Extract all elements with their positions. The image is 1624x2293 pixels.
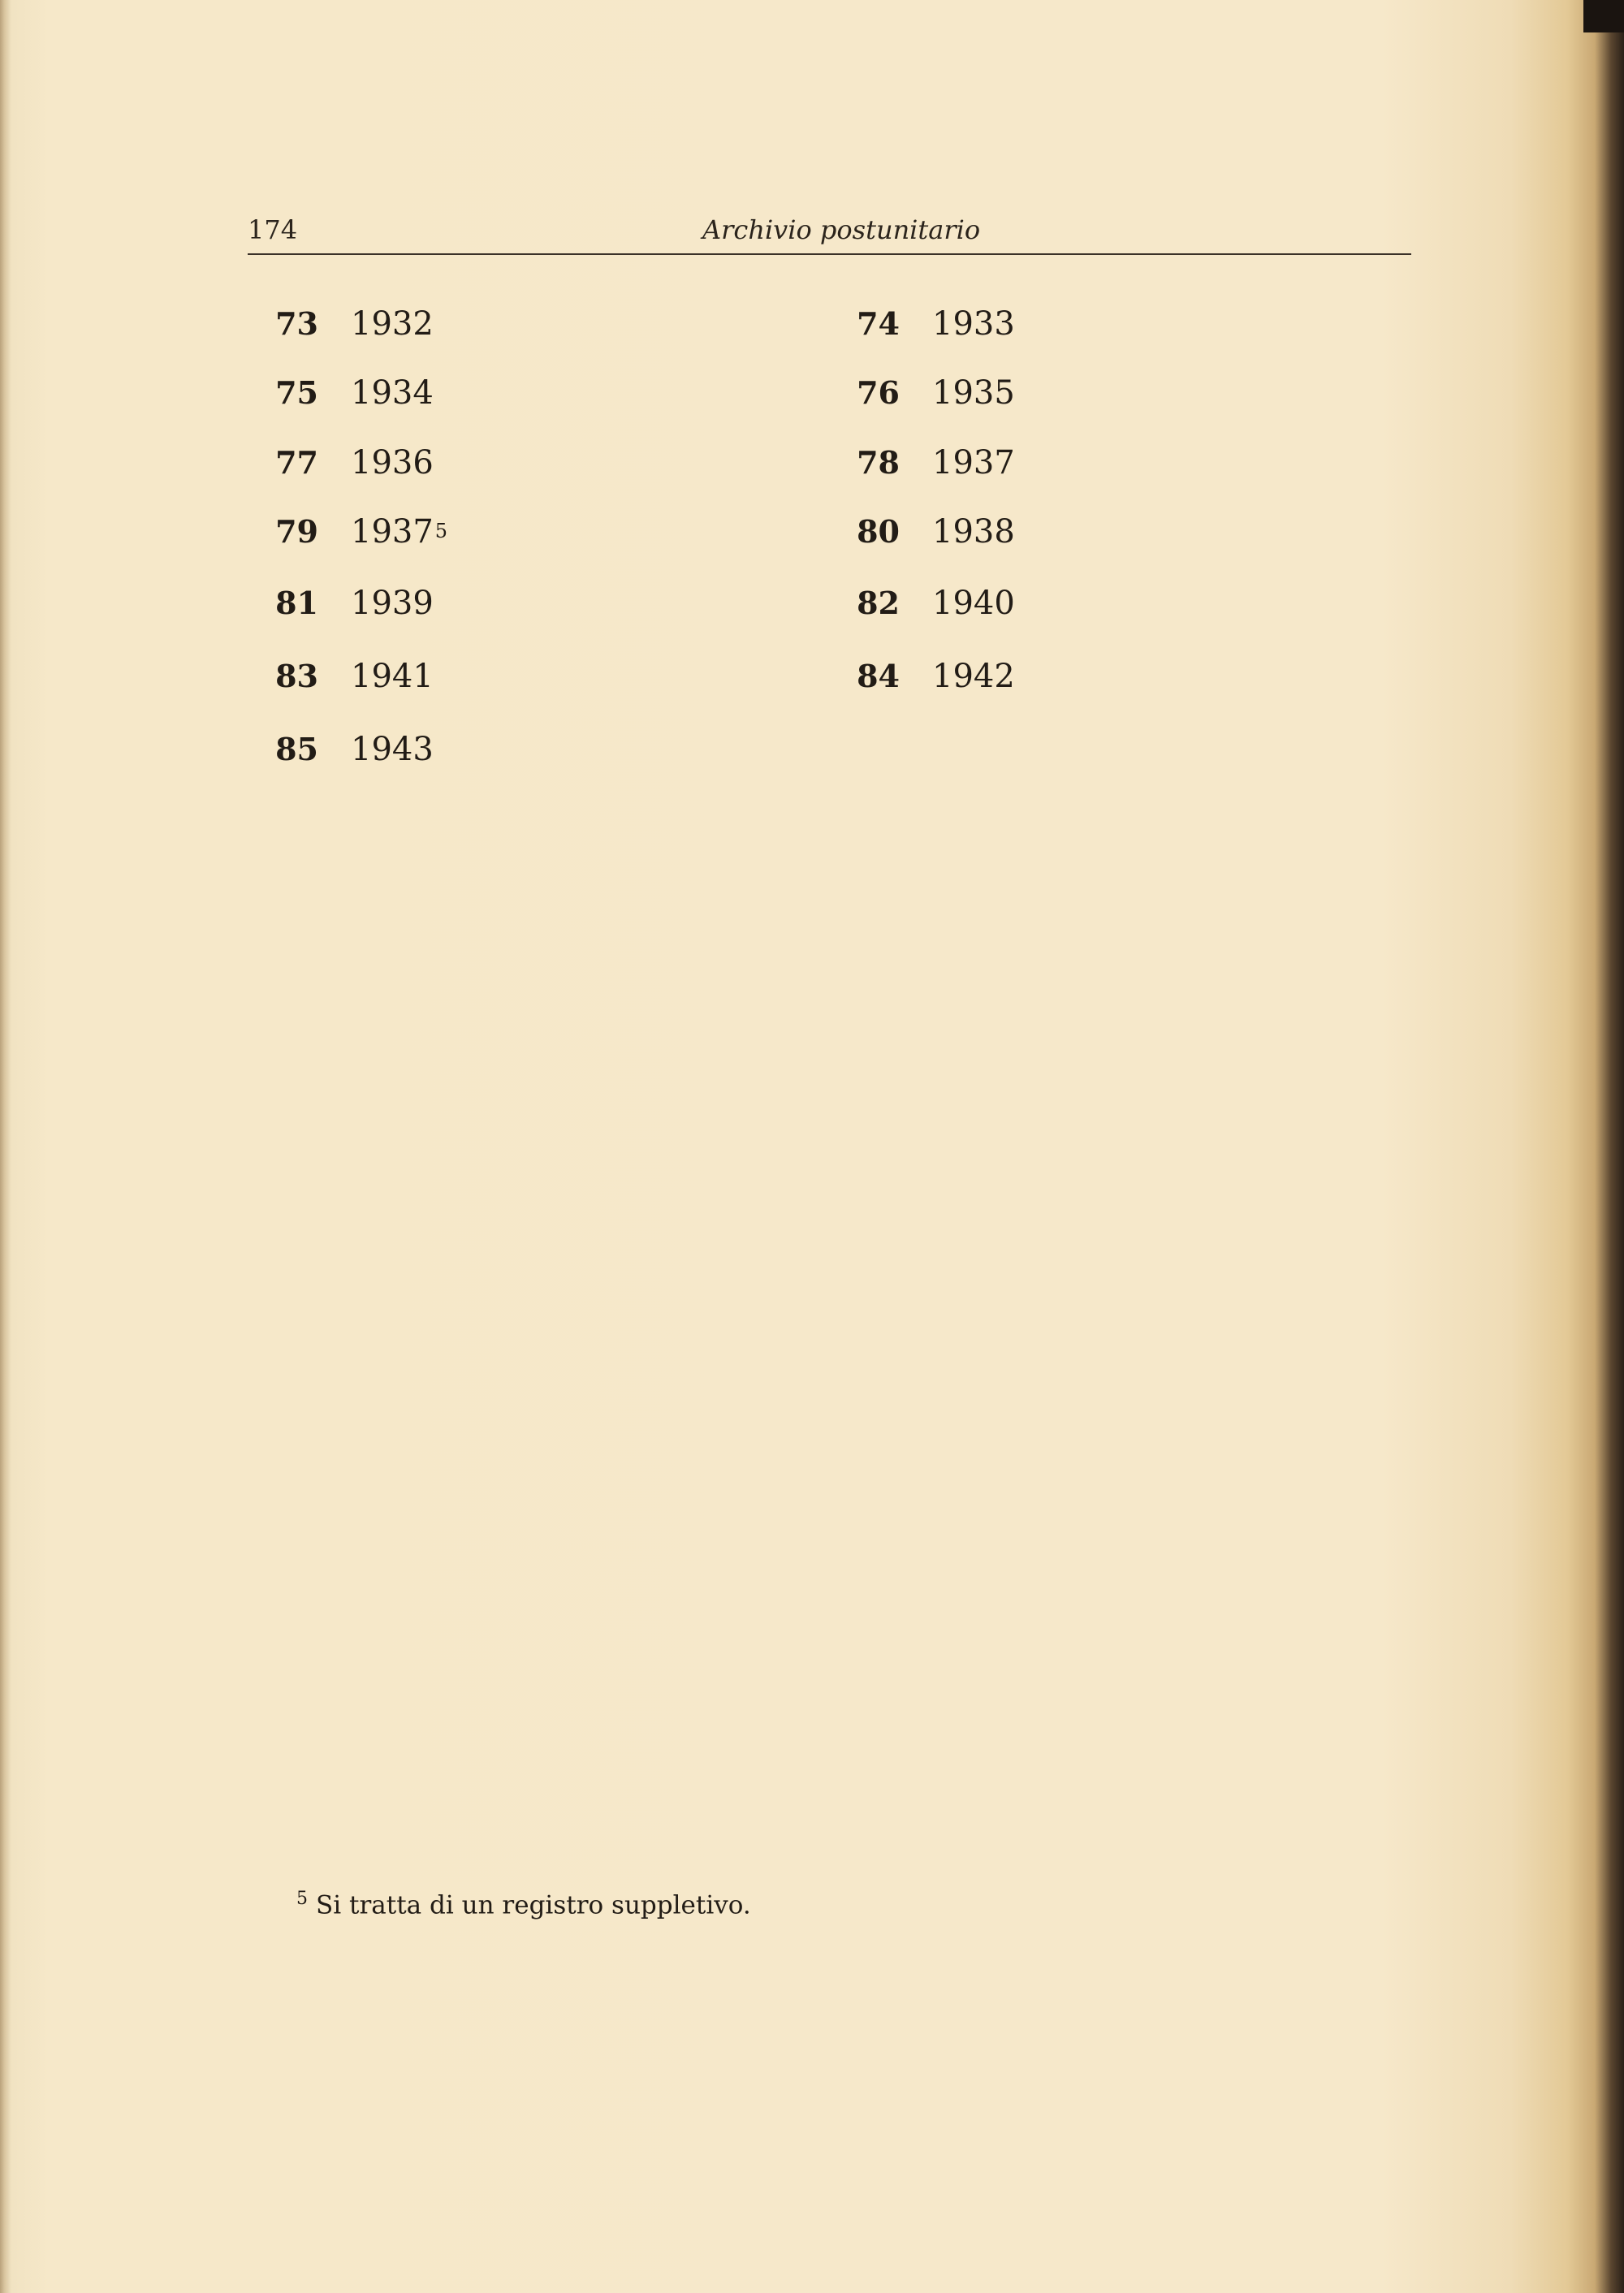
register-entry <box>827 374 1015 423</box>
footnote-reference: 5 <box>434 519 448 542</box>
entry-number: 75 <box>275 374 318 411</box>
page-number: 174 <box>248 214 298 245</box>
entry-year: 1938 <box>932 513 1015 551</box>
register-entry <box>245 305 434 354</box>
register-entry <box>827 658 1015 706</box>
entry-year: 1943 <box>351 731 434 768</box>
footnote-text: Si tratta di un registro suppletivo. <box>316 1890 751 1920</box>
entry-year: 1940 <box>932 585 1015 622</box>
entry-number: 74 <box>857 305 900 342</box>
register-entry <box>827 444 1015 493</box>
register-entry <box>245 374 434 423</box>
entry-year: 1941 <box>351 658 434 695</box>
entry-number: 76 <box>857 374 900 411</box>
entry-number: 78 <box>857 444 900 481</box>
register-entry <box>827 585 1015 633</box>
entry-year: 1939 <box>351 585 434 622</box>
entry-year: 1937 <box>351 513 434 551</box>
entry-number: 79 <box>275 513 318 550</box>
register-entry <box>245 731 434 779</box>
footnote <box>296 1889 751 1919</box>
entry-number: 81 <box>275 585 318 621</box>
entry-number: 85 <box>275 731 318 767</box>
register-entry <box>245 444 434 493</box>
entry-number: 73 <box>275 305 318 342</box>
footnote-marker: 5 <box>296 1889 308 1909</box>
entry-number: 82 <box>857 585 900 621</box>
entry-number: 80 <box>857 513 900 550</box>
register-entry <box>245 658 434 706</box>
register-entry <box>245 513 447 562</box>
entry-number: 84 <box>857 658 900 694</box>
entry-year: 1933 <box>932 305 1015 343</box>
entry-number: 77 <box>275 444 318 481</box>
running-head <box>248 209 1411 255</box>
entry-number: 83 <box>275 658 318 694</box>
entry-year: 1936 <box>351 444 434 481</box>
register-entry <box>827 305 1015 354</box>
entry-year: 1935 <box>932 374 1015 412</box>
entry-year: 1937 <box>932 444 1015 481</box>
entry-year: 1942 <box>932 658 1015 695</box>
register-entry <box>827 513 1015 562</box>
entry-year: 1934 <box>351 374 434 412</box>
entry-year: 1932 <box>351 305 434 343</box>
running-title: Archivio postunitario <box>702 214 981 245</box>
register-entry <box>245 585 434 633</box>
